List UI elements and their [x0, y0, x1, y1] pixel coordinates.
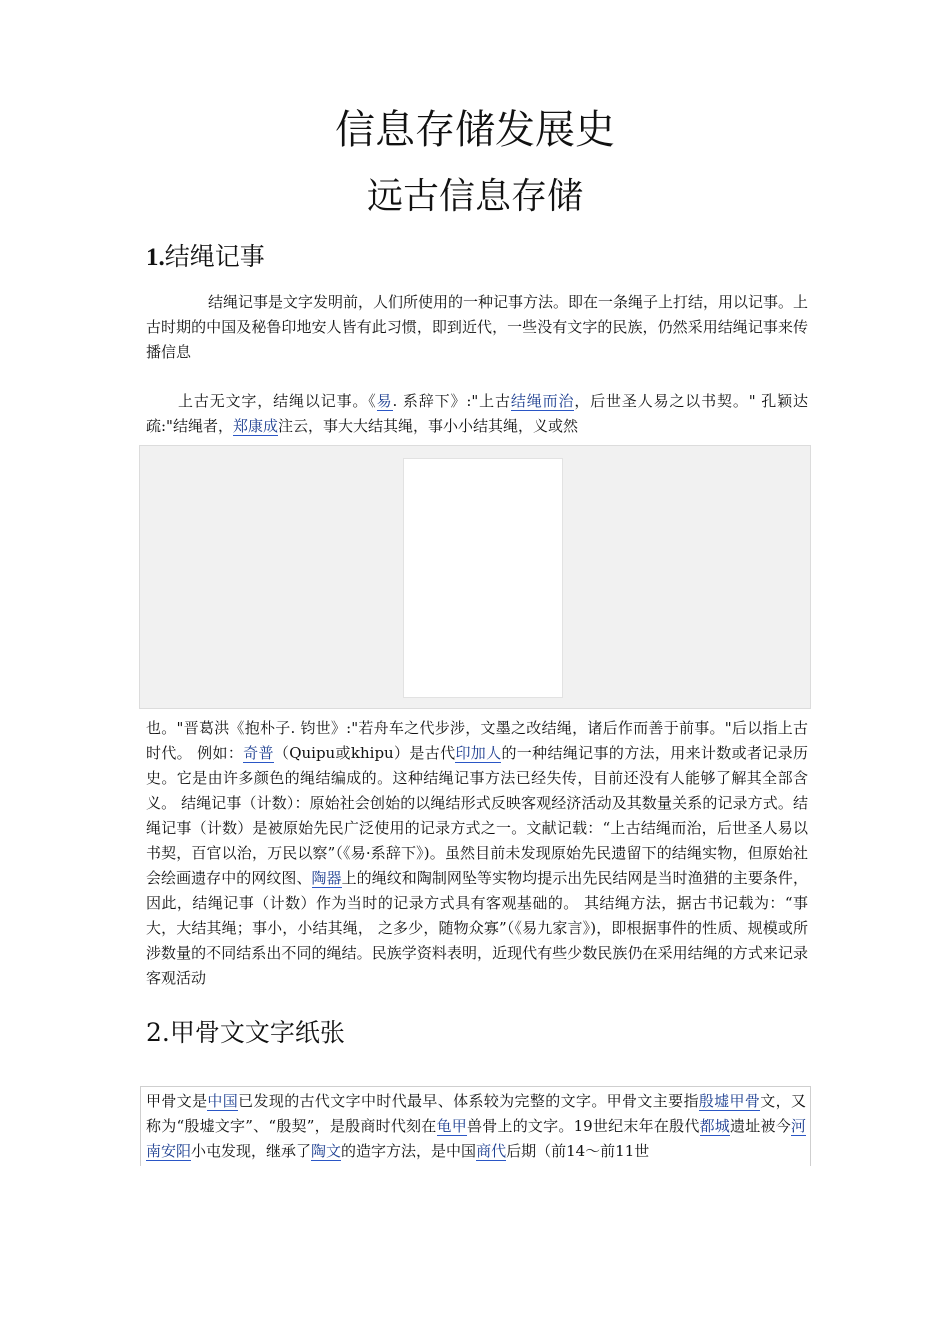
link-qipu[interactable]: 奇普 — [243, 744, 274, 762]
link-zhengkangcheng[interactable]: 郑康成 — [232, 417, 278, 435]
text: ，后世圣人易之以书契。" 孔颖达疏:"结绳者， — [146, 392, 808, 435]
paragraph-knot-quote — [146, 389, 808, 439]
text: 遗址被今 — [730, 1117, 791, 1135]
link-yi[interactable]: 易 — [376, 392, 393, 410]
document-subtitle: 远古信息存储 — [366, 176, 583, 217]
link-inca[interactable]: 印加人 — [455, 744, 502, 762]
image-page-thumbnail — [403, 458, 563, 698]
paragraph-knot-detail — [146, 716, 808, 991]
link-guijia[interactable]: 龟甲 — [436, 1117, 467, 1135]
paragraph-knot-intro: 结绳记事是文字发明前，人们所使用的一种记事方法。即在一条绳子上打结，用以记事。上古时期的中国及秘鲁印地安人皆有此习惯，即到近代，一些没有文字的民族，仍然采用结绳记事来传播信息 — [146, 293, 809, 361]
text: 上的绳纹和陶制网坠等实物均提示出先民结网是当时渔猎的主要条件，因此，结绳记事（计数）作为当时的记录方式具有客观基础的。 其结绳方法，据古书记载为：“事大，大结其绳；事小，小结其绳， 之多少，随物众寡”（《易九家言》)，即根据事件的性质、规模或所涉数量的不同结系出不同的绳结。民族学资料表明，近现代有些少数民族仍在采用结绳的方式来记录客观活动 — [146, 869, 808, 987]
text: 小屯发现，继承了 — [191, 1142, 312, 1160]
section-2-heading: 2.甲骨文文字纸张 — [146, 1018, 345, 1047]
text: 也。"晋葛洪《抱朴子. 钧世》:"若舟车之代步涉，文墨之改结绳，诸后作而善于前事。"后以指上古时代。 例如： — [146, 719, 808, 762]
link-henan-anyang[interactable]: 河南安阳 — [146, 1117, 806, 1160]
section-1-number: 1. — [146, 244, 165, 271]
text: 注云，事大大结其绳，事小小结其绳，义或然 — [277, 417, 578, 435]
text: 后期（前14～前11世 — [506, 1142, 650, 1160]
paragraph-oracle-bone — [146, 1089, 806, 1164]
text: 甲骨文是 — [146, 1092, 208, 1110]
link-taowen[interactable]: 陶文 — [311, 1142, 342, 1160]
text: 兽骨上的文字。19世纪末年在殷代 — [467, 1117, 700, 1135]
link-ducheng[interactable]: 都城 — [699, 1117, 731, 1135]
text: 已发现的古代文字中时代最早、体系较为完整的文字。甲骨文主要指 — [238, 1092, 699, 1110]
link-jieshengerzhi[interactable]: 结绳而治 — [510, 392, 575, 410]
text: （Quipu或khipu）是古代 — [273, 744, 456, 762]
link-shangdai[interactable]: 商代 — [476, 1142, 507, 1160]
document-title: 信息存储发展史 — [335, 107, 615, 153]
text: 的一种结绳记事的方法，用来计数或者记录历史。它是由许多颜色的绳结编成的。这种结绳记事方法已经失传，目前还没有人能够了解其全部含义。 结绳记事（计数）：原始社会创始的以绳结形式反映客观经济活动及其数量关系的记录方式。结绳记事（计数）是被原始先民广泛使用的记录方式之一。文献记载：“上古结绳而治，后世圣人易以书契，百官以治，万民以察”（《易·系辞下》)。虽然目前未发现原始先民遗留下的结绳实物，但原始社会绘画遗存中的网纹图、 — [146, 744, 808, 887]
embedded-image-placeholder — [139, 445, 811, 709]
text: . 系辞下》:"上古 — [392, 392, 511, 410]
section-1-heading — [146, 240, 265, 275]
link-china[interactable]: 中国 — [207, 1092, 239, 1110]
section-1-title: 结绳记事 — [164, 242, 265, 271]
text: 文，又称为“殷墟文字”、“殷契”，是殷商时代刻在 — [146, 1092, 806, 1135]
link-yinxu-jiagu[interactable]: 殷墟甲骨 — [698, 1092, 761, 1110]
link-pottery[interactable]: 陶器 — [311, 869, 342, 887]
text: 上古无文字，结绳以记事。《 — [178, 392, 377, 410]
text: 的造字方法，是中国 — [341, 1142, 477, 1160]
oracle-bone-box — [140, 1086, 811, 1166]
